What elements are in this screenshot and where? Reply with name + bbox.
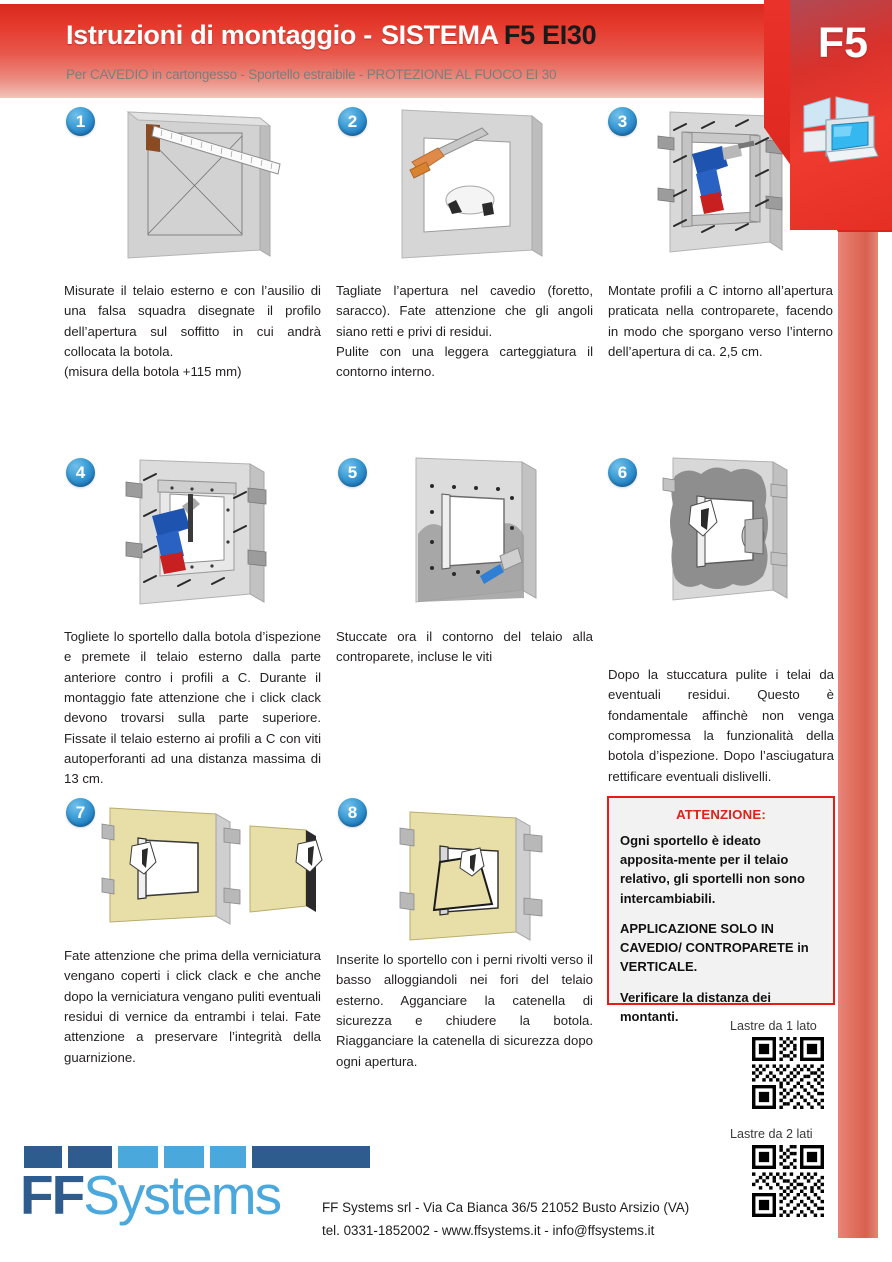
- figure-door-insert: [388, 800, 558, 960]
- page-title: [66, 20, 596, 51]
- company-address: FF Systems srl - Via Ca Bianca 36/5 21052 Busto Arsizio (VA): [322, 1200, 690, 1215]
- side-accent-strip: [838, 228, 878, 1238]
- step-text-3: Montate profili a C intorno all’apertura praticata nella controparete, facendo in modo che sporgano verso l’interno dell’apertura di ca. 2,5 cm.: [608, 283, 833, 359]
- step-badge-1: 1: [66, 107, 95, 136]
- figure-cleaning-cloth: [645, 450, 805, 625]
- brand-tab-label: F5: [817, 19, 869, 67]
- title-system: SISTEMA: [380, 20, 499, 50]
- attention-paragraph-1: Ogni sportello è ideato apposita-mente per il telaio relativo, gli sportelli non sono intercambiabili.: [620, 833, 805, 906]
- attention-paragraph-3: Verificare la distanza dei montanti.: [620, 989, 772, 1024]
- qr-label-two-sides: Lastre da 2 lati: [730, 1127, 813, 1141]
- step-badge-5: 5: [338, 458, 367, 487]
- step-text-1: Misurate il telaio esterno e con l’ausilio di una falsa squadra disegnate il profilo dell’apertura sul soffitto in cui andrà collocata la botola. (misura della botola +115 mm): [64, 283, 321, 380]
- logo-ff-text: FF: [20, 1164, 84, 1226]
- step-badge-7: 7: [66, 798, 95, 827]
- step-text-8: Inserite lo sportello con i perni rivolti verso il basso alloggiandoli nei fori del telaio esterno. Agganciare la catenella di sicurezza e chiudere la botola. Riagganciare la catenella di sicurezza dopo ogni apertura.: [336, 952, 593, 1069]
- qr-code-one-side[interactable]: [752, 1037, 824, 1109]
- title-code: F5 EI30: [503, 20, 597, 50]
- attention-box: [607, 796, 835, 1024]
- step-badge-8: 8: [338, 798, 367, 827]
- header-subtitle: Per CAVEDIO in cartongesso - Sportello estraibile - PROTEZIONE AL FUOCO EI 30: [66, 67, 557, 82]
- product-icon: [800, 92, 882, 164]
- figure-panel-cut-saw: [382, 100, 557, 270]
- logo-systems-text: Systems: [83, 1164, 281, 1226]
- step-badge-3: 3: [608, 107, 637, 136]
- company-logo: [20, 1164, 281, 1226]
- figure-frame-screwing: [108, 450, 288, 620]
- contact-info: [322, 1196, 689, 1242]
- figure-panel-with-ruler: [110, 100, 285, 270]
- step-text-2: Tagliate l’apertura nel cavedio (foretto, saracco). Fate attenzione che gli angoli siano retti e privi di residui. Pulite con una leggera carteggiatura il contorno interno.: [336, 283, 593, 380]
- step-badge-6: 6: [608, 458, 637, 487]
- step-badge-2: 2: [338, 107, 367, 136]
- step-text-5: Stuccate ora il contorno del telaio alla controparete, incluse le viti: [336, 629, 593, 665]
- step-text-4: Togliete lo sportello dalla botola d’ispezione e premete il telaio esterno dalla parte anteriore contro i profili a C. Durante il montaggio fate attenzione che i click clack devono trovarsi sulla parte superiore. Fissate il telaio esterno ai profili a C con viti autoperforanti ad una distanza massima di 13 cm.: [64, 629, 321, 787]
- figure-plastering-trowel: [382, 450, 557, 618]
- figure-painted-panel-pair: [94, 800, 324, 930]
- attention-paragraph-2: APPLICAZIONE SOLO IN CAVEDIO/ CONTROPARETE in VERTICALE.: [620, 920, 809, 975]
- step-text-7: Fate attenzione che prima della verniciatura vengano coperti i click clack e che anche dopo la verniciatura vengano puliti eventuali residui di vernice da entrambi i telai. Fate attenzione a preservare l’integrità della guarnizione.: [64, 948, 321, 1065]
- qr-code-two-sides[interactable]: [752, 1145, 824, 1217]
- step-badge-4: 4: [66, 458, 95, 487]
- qr-label-one-side: Lastre da 1 lato: [730, 1019, 817, 1033]
- attention-title: ATTENZIONE:: [676, 807, 766, 822]
- title-main: Istruzioni di montaggio -: [66, 20, 372, 50]
- company-contact: tel. 0331-1852002 - www.ffsystems.it - info@ffsystems.it: [322, 1223, 655, 1239]
- step-text-6: Dopo la stuccatura pulite i telai da eventuali residui. Questo è fondamentale affinchè non venga compromessa la funzionalità della botola d’ispezione. Dopo l’asciugatura rettificare eventuali dislivelli.: [608, 667, 834, 784]
- header-banner: [0, 4, 790, 98]
